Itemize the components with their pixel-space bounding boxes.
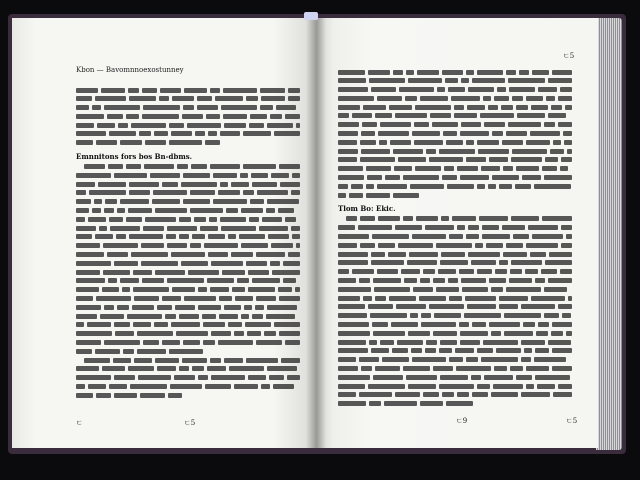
text-line <box>338 215 574 224</box>
text-line <box>76 339 302 348</box>
text-line <box>76 171 302 180</box>
text-line <box>76 383 302 392</box>
text-line <box>76 104 302 113</box>
text-line <box>338 174 574 183</box>
text-line <box>338 94 574 103</box>
text-line <box>76 163 302 172</box>
right-folio-outer: ㄷ5 <box>566 417 578 425</box>
text-line <box>338 182 574 191</box>
text-line <box>76 268 302 277</box>
text-line <box>338 112 574 121</box>
text-line <box>76 251 302 260</box>
text-line <box>76 259 302 268</box>
text-line <box>76 295 302 304</box>
text-line <box>338 294 574 303</box>
text-line <box>338 191 574 200</box>
book-gutter <box>306 18 326 448</box>
text-line <box>338 312 574 321</box>
text-line <box>338 147 574 156</box>
text-line <box>76 207 302 216</box>
text-line <box>338 373 574 382</box>
text-line <box>338 321 574 330</box>
text-line <box>338 250 574 259</box>
section-heading: Tlom Bo: Ekic. <box>338 203 396 213</box>
text-line <box>76 189 302 198</box>
text-line <box>338 338 574 347</box>
text-line <box>76 330 302 339</box>
text-line <box>338 285 574 294</box>
text-line <box>76 286 302 295</box>
text-line <box>338 329 574 338</box>
text-line <box>76 347 302 356</box>
text-line <box>338 77 574 86</box>
text-line <box>76 277 302 286</box>
right-folio-center: ㄷ9 <box>456 417 468 425</box>
right-text-column <box>338 68 574 408</box>
left-text-column <box>76 86 302 400</box>
text-line <box>76 321 302 330</box>
bookmark-ribbon <box>304 12 318 20</box>
text-line <box>338 103 574 112</box>
text-line <box>338 241 574 250</box>
text-line <box>338 259 574 268</box>
text-line <box>76 374 302 383</box>
text-line <box>76 139 302 148</box>
text-line <box>338 86 574 95</box>
text-line <box>338 382 574 391</box>
text-line <box>338 347 574 356</box>
text-line <box>76 180 302 189</box>
running-head-left: Kbon — Bavomnnoexostunney <box>76 66 184 74</box>
left-folio-outer: ㄷ <box>76 419 83 427</box>
text-line <box>76 95 302 104</box>
text-line <box>338 268 574 277</box>
text-line <box>338 303 574 312</box>
text-line <box>76 242 302 251</box>
text-line <box>76 224 302 233</box>
text-line <box>76 86 302 95</box>
text-line <box>76 312 302 321</box>
right-page <box>316 18 598 448</box>
text-line <box>76 365 302 374</box>
text-line <box>338 356 574 365</box>
text-line <box>76 198 302 207</box>
text-line <box>338 400 574 409</box>
text-line <box>76 112 302 121</box>
text-line <box>338 365 574 374</box>
text-line <box>338 156 574 165</box>
text-line <box>338 121 574 130</box>
text-line <box>338 138 574 147</box>
text-line <box>76 215 302 224</box>
text-line <box>338 224 574 233</box>
text-line <box>338 391 574 400</box>
text-line <box>338 130 574 139</box>
text-line <box>76 130 302 139</box>
page-edges <box>596 18 622 450</box>
text-line <box>338 277 574 286</box>
text-line <box>338 165 574 174</box>
section-heading: Emnnitons fors bos Bn-dbms. <box>76 151 193 161</box>
left-folio-center: ㄷ5 <box>184 419 196 427</box>
text-line <box>76 233 302 242</box>
text-line <box>338 68 574 77</box>
text-line <box>76 303 302 312</box>
right-folio-top: ㄷ5 <box>563 52 575 60</box>
text-line <box>76 121 302 130</box>
text-line <box>338 233 574 242</box>
text-line <box>76 391 302 400</box>
left-page <box>12 18 316 448</box>
text-line <box>76 356 302 365</box>
